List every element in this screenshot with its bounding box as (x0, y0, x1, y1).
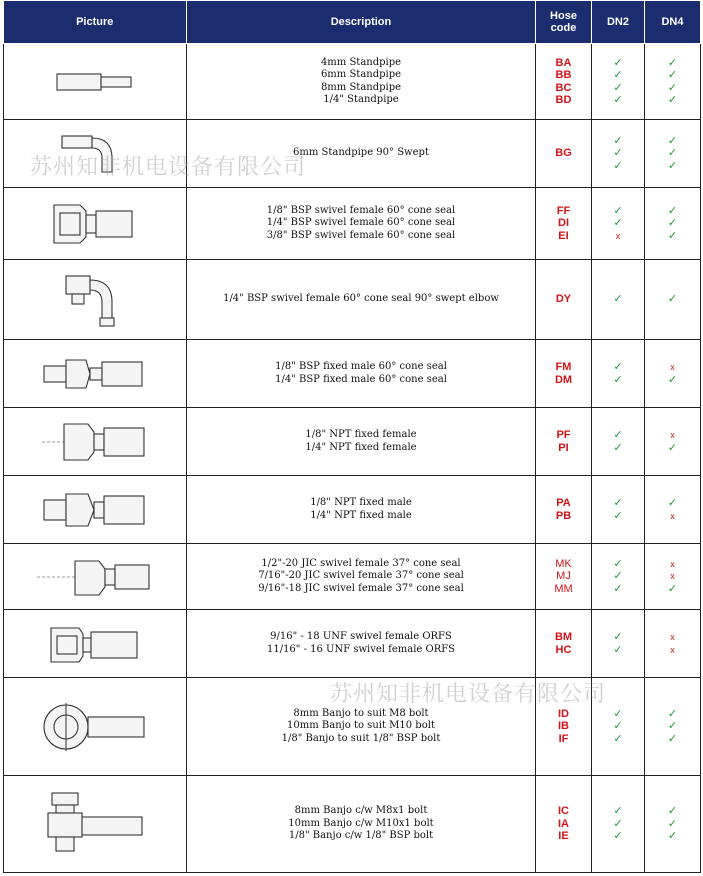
description-line: 1/4" BSP swivel female 60° cone seal (266, 217, 456, 229)
dn2-mark: ✓ (613, 582, 623, 595)
dn2-cell (592, 188, 645, 260)
hose-code: BB (555, 69, 572, 81)
dn4-mark: ✓ (667, 81, 678, 94)
hose-code: BG (555, 147, 572, 160)
dn4-mark: ✓ (667, 732, 678, 745)
dn2-mark: ✓ (613, 441, 623, 454)
dn2-mark: ✓ (613, 94, 623, 106)
fitting-picture (4, 776, 187, 873)
table-row (4, 408, 701, 476)
dn4-mark: ✓ (667, 229, 678, 242)
description-cell (187, 476, 536, 544)
description-line: 8mm Standpipe (320, 81, 402, 93)
description-line: 1/8" NPT fixed female (305, 429, 417, 440)
dn4-cell (645, 408, 701, 476)
dn4-cell (645, 120, 701, 188)
dn2-mark: ✓ (613, 732, 623, 745)
dn2-cell (592, 120, 645, 188)
description-line: 6mm Standpipe (320, 69, 402, 80)
dn2-mark: ✓ (613, 361, 623, 373)
dn2-cell (592, 476, 645, 544)
dn4-mark: ✓ (667, 134, 678, 147)
unf-swivel-female-icon (4, 622, 186, 666)
hose-code-cell (536, 544, 592, 610)
description-line: 8mm Banjo c/w M8x1 bolt (294, 805, 428, 817)
dn4-cell (645, 188, 701, 260)
swept-elbow-icon (4, 270, 186, 330)
dn4-mark: ✓ (667, 204, 678, 217)
description-cell (187, 544, 536, 610)
dn4-mark: ✓ (667, 830, 678, 843)
dn4-mark: ✓ (667, 373, 678, 386)
npt-fixed-male-icon (4, 488, 186, 532)
dn4-mark: x (670, 558, 675, 569)
description-line: 1/8" Banjo to suit 1/8" BSP bolt (281, 732, 441, 744)
description-cell (187, 340, 536, 408)
dn2-mark: ✓ (613, 557, 623, 570)
description-cell (187, 44, 536, 120)
header-dn2: DN2 (592, 1, 645, 44)
dn2-cell (592, 678, 645, 776)
header-row (4, 1, 701, 44)
jic-swivel-female-icon (4, 555, 186, 599)
dn2-mark: ✓ (613, 147, 623, 160)
hose-code-cell (536, 260, 592, 340)
dn2-mark: ✓ (613, 817, 623, 830)
dn4-mark: x (670, 571, 675, 582)
hose-code: PB (555, 509, 572, 522)
table-row (4, 120, 701, 188)
fitting-picture (4, 476, 187, 544)
dn2-mark: ✓ (613, 293, 623, 306)
dn2-mark: ✓ (613, 497, 623, 509)
table-row (4, 610, 701, 678)
hose-code: MK (555, 557, 572, 570)
bsp-fixed-male-icon (4, 354, 186, 394)
dn4-cell (645, 260, 701, 340)
description-line: 8mm Banjo to suit M8 bolt (293, 707, 429, 719)
table-row (4, 776, 701, 873)
fitting-picture (4, 678, 187, 776)
dn4-mark: ✓ (667, 147, 678, 160)
hose-code-cell (536, 120, 592, 188)
description-line: 4mm Standpipe (320, 56, 402, 68)
hose-code: HC (555, 643, 572, 656)
dn4-cell (645, 610, 701, 678)
bsp-swivel-female-icon (4, 199, 186, 249)
dn4-cell (645, 44, 701, 120)
description-cell (187, 120, 536, 188)
dn4-mark: x (670, 430, 675, 440)
npt-fixed-female-icon (4, 420, 186, 464)
description-line: 1/4" NPT fixed female (305, 441, 417, 453)
hose-code: BM (554, 631, 573, 643)
dn4-mark: ✓ (667, 159, 678, 172)
hose-code: DI (558, 217, 569, 230)
hose-code: BA (555, 56, 572, 69)
dn4-mark: ✓ (667, 497, 678, 509)
dn4-mark: ✓ (667, 805, 678, 818)
dn4-cell (645, 678, 701, 776)
dn4-mark: x (670, 510, 675, 521)
hose-code: IB (558, 720, 569, 733)
dn4-cell (645, 476, 701, 544)
hose-code-cell (536, 188, 592, 260)
fitting-picture (4, 188, 187, 260)
dn4-cell (645, 544, 701, 610)
description-line: 1/2"-20 JIC swivel female 37° cone seal (261, 557, 461, 569)
dn4-mark: ✓ (667, 720, 678, 733)
dn2-cell (592, 340, 645, 408)
fitting-picture (4, 610, 187, 678)
banjo-bolt-icon (4, 789, 186, 859)
hose-code: IF (558, 732, 569, 745)
description-line: 1/4" BSP swivel female 60° cone seal 90° swept elbow (223, 293, 499, 305)
dn4-mark: x (670, 362, 675, 372)
dn2-mark: ✓ (613, 509, 623, 522)
watermark-bottom: 苏州知非机电设备有限公司 (330, 682, 607, 707)
dn2-mark: ✓ (613, 830, 623, 843)
dn2-mark: ✓ (613, 631, 623, 643)
dn2-cell (592, 610, 645, 678)
hose-code: BC (555, 81, 572, 94)
table-row (4, 476, 701, 544)
dn4-mark: ✓ (667, 94, 678, 106)
description-line: 1/4" BSP fixed male 60° cone seal (275, 373, 447, 385)
hose-code: ID (558, 707, 569, 720)
dn2-mark: ✓ (613, 720, 623, 733)
hose-code: MM (554, 582, 573, 595)
description-line: 1/8" NPT fixed male (310, 497, 412, 508)
header-hose-code: Hose code (536, 1, 592, 44)
hose-code: DM (554, 373, 573, 386)
fitting-picture (4, 120, 187, 188)
description-cell (187, 408, 536, 476)
dn4-mark: x (670, 632, 675, 642)
banjo-icon (4, 697, 186, 757)
dn2-mark: ✓ (613, 429, 623, 441)
dn4-mark: ✓ (667, 56, 678, 69)
dn2-mark: ✓ (613, 134, 623, 147)
fitting-picture (4, 260, 187, 340)
description-line: 11/16" - 16 UNF swivel female ORFS (266, 643, 456, 655)
hose-code-cell (536, 776, 592, 873)
dn4-mark: ✓ (667, 707, 678, 720)
header-picture: Picture (4, 1, 187, 44)
hose-code: EI (558, 229, 569, 242)
dn4-cell (645, 776, 701, 873)
fitting-picture (4, 44, 187, 120)
dn2-cell (592, 776, 645, 873)
hose-code: MJ (556, 570, 571, 583)
hose-code-cell (536, 44, 592, 120)
description-line: 10mm Banjo to suit M10 bolt (287, 720, 435, 732)
dn2-mark: ✓ (613, 81, 623, 94)
hose-code: IA (558, 817, 569, 830)
dn2-mark: ✓ (613, 805, 623, 818)
swept-standpipe-icon (4, 132, 186, 176)
dn2-mark: ✓ (613, 69, 623, 81)
hose-code: PA (556, 497, 571, 509)
hose-code: DY (555, 293, 572, 306)
description-line: 9/16" - 18 UNF swivel female ORFS (270, 631, 452, 642)
dn2-mark: ✓ (613, 570, 623, 583)
table-row (4, 340, 701, 408)
description-line: 3/8" BSP swivel female 60° cone seal (266, 229, 456, 241)
dn4-mark: ✓ (667, 293, 678, 306)
description-line: 1/4" Standpipe (323, 94, 399, 105)
description-cell (187, 610, 536, 678)
table-row (4, 260, 701, 340)
header-description: Description (187, 1, 536, 44)
dn2-mark: ✓ (613, 373, 623, 386)
hose-code-cell (536, 678, 592, 776)
hose-code: PI (558, 441, 569, 454)
description-line: 1/8" BSP swivel female 60° cone seal (266, 204, 456, 216)
dn2-mark: ✓ (613, 643, 623, 656)
header-dn4: DN4 (645, 1, 701, 44)
dn2-mark: ✓ (613, 204, 623, 217)
hose-code-cell (536, 610, 592, 678)
dn2-cell (592, 44, 645, 120)
hose-code: IC (558, 805, 569, 818)
watermark-top: 苏州知非机电设备有限公司 (30, 155, 307, 180)
fitting-picture (4, 408, 187, 476)
table-row (4, 544, 701, 610)
fitting-picture (4, 340, 187, 408)
description-line: 7/16"-20 JIC swivel female 37° cone seal (258, 570, 464, 582)
description-line: 1/8" BSP fixed male 60° cone seal (275, 361, 447, 372)
description-line: 1/8" Banjo c/w 1/8" BSP bolt (288, 830, 434, 842)
dn4-mark: x (670, 644, 675, 655)
hose-code-cell (536, 340, 592, 408)
dn4-mark: ✓ (667, 441, 678, 454)
dn4-mark: ✓ (667, 69, 678, 81)
hose-code-cell (536, 408, 592, 476)
fitting-picture (4, 544, 187, 610)
description-cell (187, 188, 536, 260)
dn2-mark: x (615, 230, 621, 241)
dn2-cell (592, 544, 645, 610)
dn4-mark: ✓ (667, 817, 678, 830)
dn2-mark: ✓ (613, 707, 623, 720)
hose-code: BD (555, 94, 572, 106)
table-row (4, 44, 701, 120)
description-line: 10mm Banjo c/w M10x1 bolt (288, 817, 434, 829)
dn4-cell (645, 340, 701, 408)
description-cell (187, 776, 536, 873)
dn2-mark: ✓ (613, 217, 623, 230)
standpipe-icon (4, 67, 186, 97)
dn4-mark: ✓ (667, 582, 678, 595)
table-row (4, 678, 701, 776)
hose-code: IE (558, 830, 569, 843)
hose-code-cell (536, 476, 592, 544)
description-cell (187, 260, 536, 340)
dn2-cell (592, 408, 645, 476)
hose-code: PF (556, 429, 571, 441)
table-row (4, 188, 701, 260)
description-line: 1/4" NPT fixed male (310, 509, 412, 521)
dn2-mark: ✓ (613, 56, 623, 69)
hose-code: FF (556, 204, 571, 217)
description-line: 9/16"-18 JIC swivel female 37° cone seal (258, 582, 464, 594)
dn2-mark: ✓ (613, 159, 623, 172)
dn4-mark: ✓ (667, 217, 678, 230)
dn2-cell (592, 260, 645, 340)
description-line: 6mm Standpipe 90° Swept (293, 147, 429, 159)
fittings-table (3, 0, 701, 873)
hose-code: FM (555, 361, 572, 373)
description-cell (187, 678, 536, 776)
